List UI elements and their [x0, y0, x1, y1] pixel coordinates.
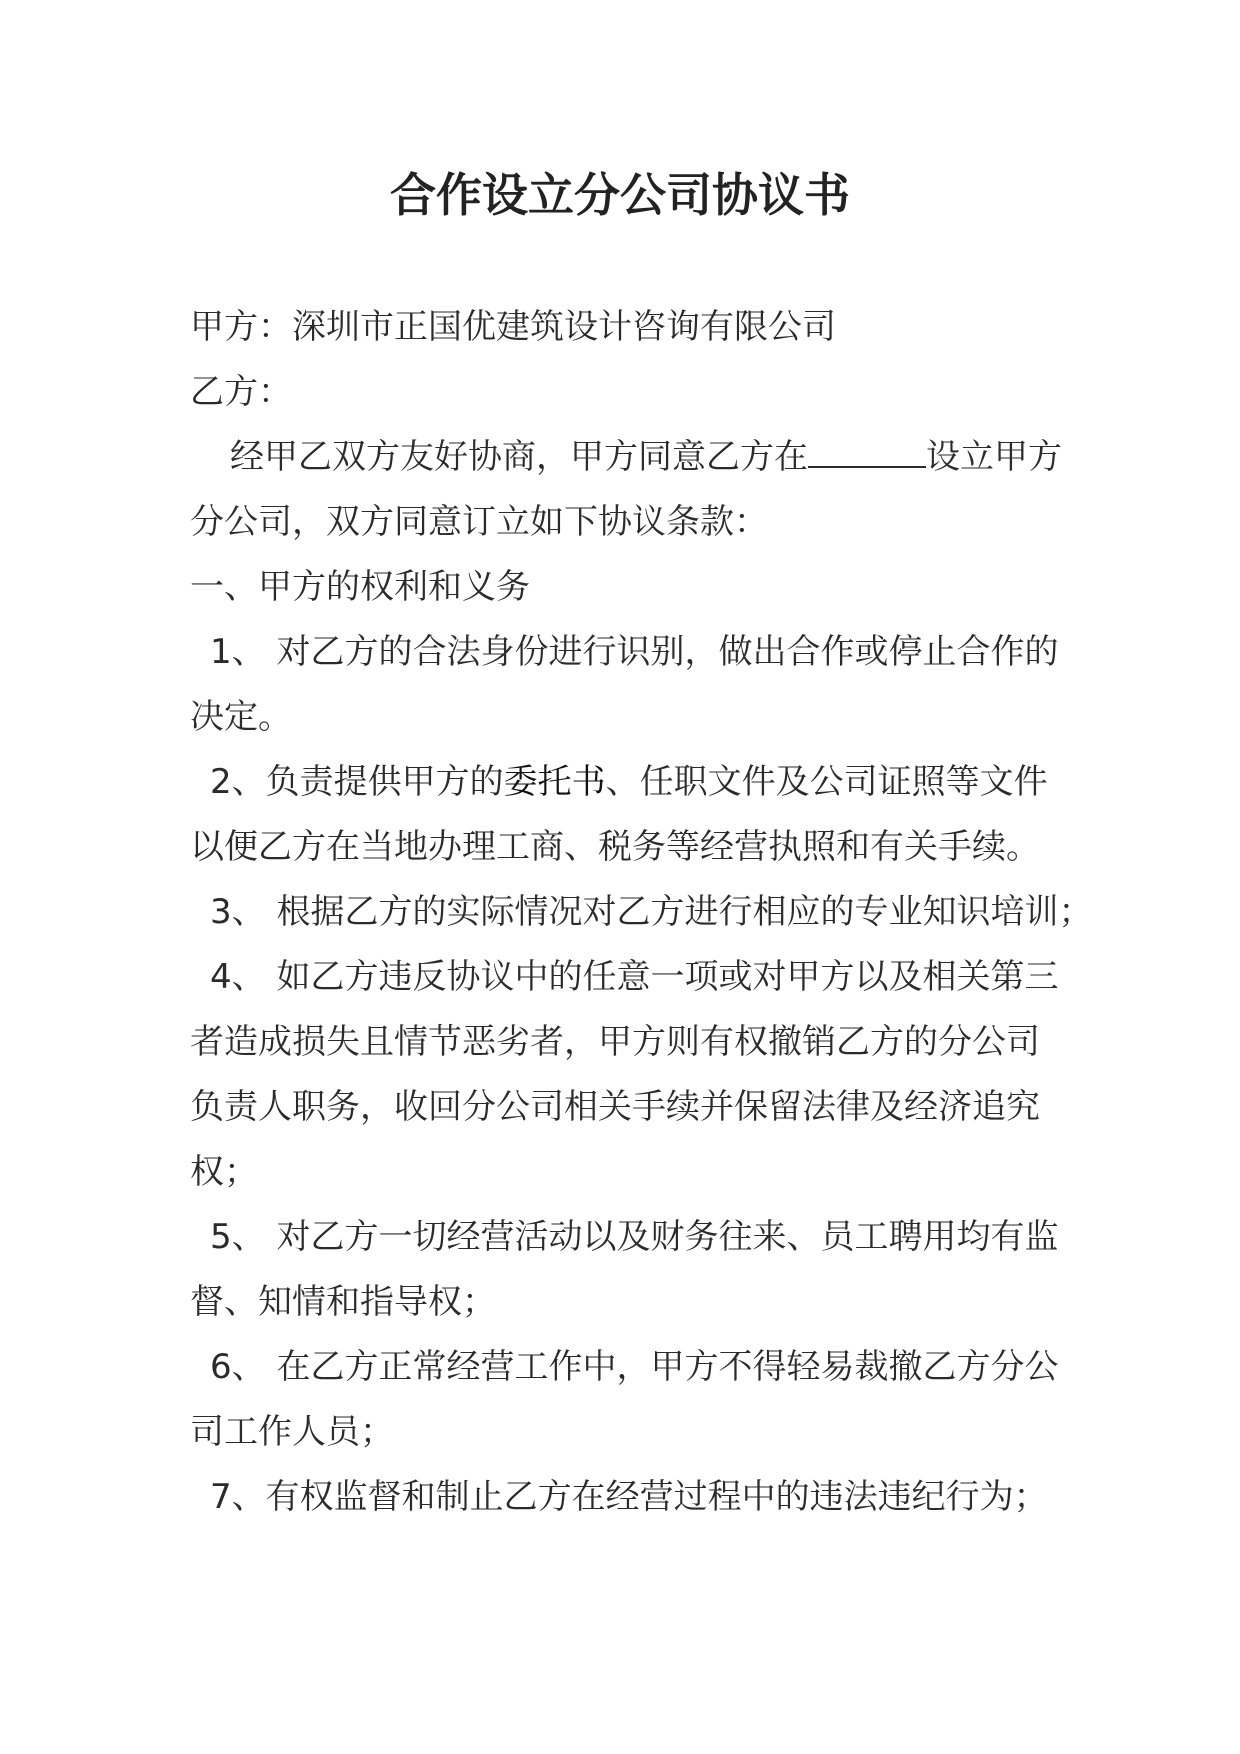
item-4-line-3: 负责人职务，收回分公司相关手续并保留法律及经济追究	[190, 1087, 1040, 1127]
party-a-line: 甲方：深圳市正国优建筑设计咨询有限公司	[190, 307, 836, 347]
document-body	[190, 295, 1093, 1530]
location-blank	[808, 434, 926, 468]
item-6-line-2: 司工作人员；	[190, 1412, 394, 1452]
item-4-line-2: 者造成损失且情节恶劣者，甲方则有权撤销乙方的分公司	[190, 1022, 1040, 1062]
intro-paragraph-line-2: 分公司，双方同意订立如下协议条款：	[190, 502, 768, 542]
item-3-line-1: 3、 根据乙方的实际情况对乙方进行相应的专业知识培训；	[210, 892, 1093, 932]
item-7-line-1: 7、有权监督和制止乙方在经营过程中的违法违纪行为；	[210, 1477, 1048, 1517]
item-5-line-2: 督、知情和指导权；	[190, 1282, 496, 1322]
intro-text-after-blank: 设立甲方	[926, 437, 1062, 477]
document-title: 合作设立分公司协议书	[390, 168, 850, 222]
item-2-line-2: 以便乙方在当地办理工商、税务等经营执照和有关手续。	[190, 827, 1040, 867]
item-4-line-1: 4、 如乙方违反协议中的任意一项或对甲方以及相关第三	[210, 957, 1059, 997]
item-2-text-a: 2、负责提供甲方的	[210, 762, 504, 802]
intro-paragraph-line-1	[190, 425, 1080, 490]
item-2-text-c: 、任职文件及公司证照等文件	[605, 762, 1048, 802]
section-1-heading: 一、甲方的权利和义务	[190, 567, 530, 607]
item-1-line-2: 决定。	[190, 697, 292, 737]
item-5-line-1: 5、 对乙方一切经营活动以及财务往来、员工聘用均有监	[210, 1217, 1059, 1257]
item-6-line-1: 6、 在乙方正常经营工作中，甲方不得轻易裁撤乙方分公	[210, 1347, 1059, 1387]
intro-text-before-blank: 经甲乙双方友好协商，甲方同意乙方在	[230, 437, 808, 477]
item-2-line-1	[190, 750, 1080, 815]
party-b-line: 乙方：	[190, 372, 292, 412]
item-1-line-1: 1、 对乙方的合法身份进行识别，做出合作或停止合作的	[210, 632, 1059, 672]
item-2-text-b: 委托书	[503, 762, 606, 802]
item-4-line-4: 权；	[190, 1152, 258, 1192]
